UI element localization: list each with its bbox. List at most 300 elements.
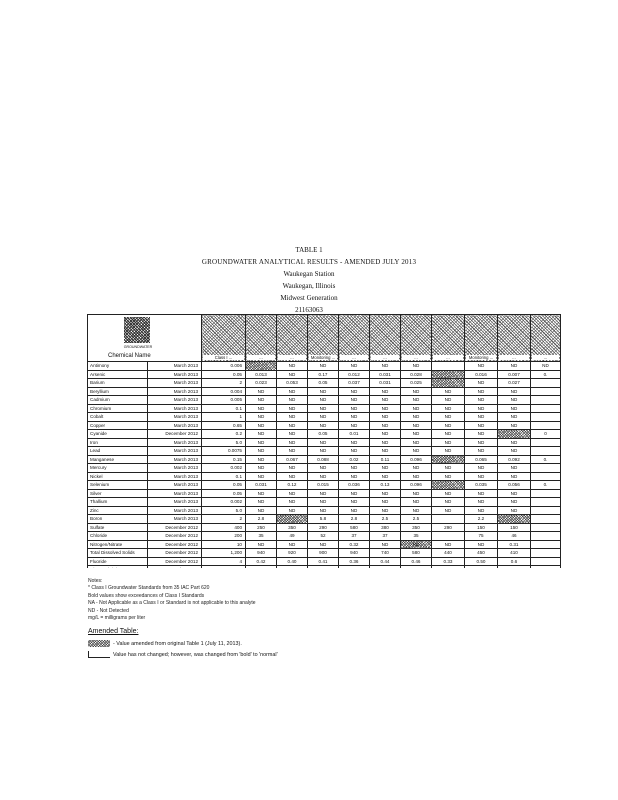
sample-date-cell: December 2012 xyxy=(148,532,202,541)
result-cell: 580 xyxy=(339,523,370,532)
sample-date-cell: December 2012 xyxy=(148,540,202,549)
result-cell: ND xyxy=(277,540,308,549)
result-cell: ND xyxy=(498,438,531,447)
chemical-name-cell: Sulfate xyxy=(88,523,148,532)
result-cell xyxy=(531,498,561,507)
result-cell: 0.037 xyxy=(339,379,370,388)
chemical-name-cell: Thallium xyxy=(88,498,148,507)
result-cell: 900 xyxy=(308,549,339,558)
result-cell: ND xyxy=(465,379,498,388)
result-cell: ND xyxy=(246,506,277,515)
sample-date-cell: March 2013 xyxy=(148,396,202,405)
result-cell: 0.096 xyxy=(401,455,432,464)
result-cell: 0.056 xyxy=(498,481,531,490)
result-cell: ND xyxy=(432,404,465,413)
result-cell: 920 xyxy=(277,549,308,558)
result-cell: ND xyxy=(401,498,432,507)
table-row xyxy=(88,506,561,515)
result-cell xyxy=(308,566,339,569)
result-cell xyxy=(531,549,561,558)
result-cell: ND xyxy=(277,438,308,447)
result-cell: 0.40 xyxy=(277,557,308,566)
result-cell: 2.5 xyxy=(401,515,432,524)
sample-date-cell: December 2012 xyxy=(148,549,202,558)
column-header-well: ... xyxy=(277,315,308,362)
standard-cell: 0.1 xyxy=(202,472,246,481)
sample-date-cell xyxy=(148,566,202,569)
result-cell xyxy=(531,532,561,541)
result-cell: 0.016 xyxy=(465,370,498,379)
column-header-well: ... xyxy=(432,315,465,362)
result-cell: 0.05 xyxy=(308,379,339,388)
result-cell: ND xyxy=(498,506,531,515)
sample-date-cell: December 2012 xyxy=(148,523,202,532)
standard-cell: 200 xyxy=(202,532,246,541)
result-cell: ND xyxy=(465,387,498,396)
standard-cell: 2 xyxy=(202,379,246,388)
result-cell xyxy=(370,566,401,569)
note-line: ND - Not Detected xyxy=(88,607,129,614)
notes-section xyxy=(88,578,528,622)
result-cell xyxy=(531,489,561,498)
result-cell: 2.5 xyxy=(370,515,401,524)
result-cell: 0.12 xyxy=(277,481,308,490)
result-cell: ND xyxy=(308,447,339,456)
table-body xyxy=(88,362,561,569)
result-cell: ND xyxy=(401,396,432,405)
result-cell: 0. xyxy=(531,481,561,490)
result-cell: ND xyxy=(370,421,401,430)
result-cell xyxy=(531,447,561,456)
result-cell: 380 xyxy=(370,523,401,532)
result-cell xyxy=(531,413,561,422)
result-cell: 410 xyxy=(498,549,531,558)
result-cell xyxy=(339,566,370,569)
result-cell: ND xyxy=(432,472,465,481)
result-cell: ND xyxy=(370,396,401,405)
result-cell: ND xyxy=(401,362,432,371)
result-cell: 940 xyxy=(339,549,370,558)
note-line: NA - Not Applicable as a Class I or Standard is not applicable to this analyte xyxy=(88,600,256,607)
result-cell: ND xyxy=(401,464,432,473)
result-cell xyxy=(531,557,561,566)
result-cell: ND xyxy=(401,430,432,439)
result-cell: ND xyxy=(432,413,465,422)
site-location: Waukegan, Illinois xyxy=(282,282,336,290)
result-cell: ND xyxy=(498,472,531,481)
result-cell: ND xyxy=(465,540,498,549)
legend-item-amended-text: - Value amended from original Table 1 (July 11, 2013). xyxy=(113,641,242,647)
result-cell: ND xyxy=(277,421,308,430)
result-cell: ND xyxy=(246,498,277,507)
chemical-name-header: Chemical Name xyxy=(108,352,151,359)
chemical-name-cell: Cadmium xyxy=(88,396,148,405)
results-table xyxy=(87,314,561,568)
sample-date-cell: March 2013 xyxy=(148,455,202,464)
result-cell: 75 xyxy=(465,532,498,541)
sample-date-cell: March 2013 xyxy=(148,362,202,371)
sample-date-cell: March 2013 xyxy=(148,489,202,498)
result-cell: 0.32 xyxy=(339,540,370,549)
result-cell xyxy=(531,404,561,413)
legend-item-amended xyxy=(88,640,242,649)
result-cell: ND xyxy=(277,370,308,379)
standard-cell: 0.002 xyxy=(202,464,246,473)
result-cell: 0.01 xyxy=(339,430,370,439)
chemical-name-cell: Chromium xyxy=(88,404,148,413)
result-cell: ND xyxy=(308,362,339,371)
result-cell: 0.013 xyxy=(246,370,277,379)
sample-date-cell: March 2013 xyxy=(148,481,202,490)
result-cell: ND xyxy=(308,498,339,507)
result-cell: ND xyxy=(277,396,308,405)
result-cell: ND xyxy=(246,540,277,549)
result-cell xyxy=(531,387,561,396)
result-cell: ND xyxy=(246,396,277,405)
sample-date-cell: March 2013 xyxy=(148,464,202,473)
result-cell: 5.8 xyxy=(308,515,339,524)
result-cell: 0.092 xyxy=(498,455,531,464)
result-cell: 0.42 xyxy=(246,557,277,566)
company-logo xyxy=(124,317,150,343)
result-cell xyxy=(432,566,465,569)
result-cell: 2.8 xyxy=(246,515,277,524)
chemical-name-cell: Copper xyxy=(88,421,148,430)
table-row xyxy=(88,447,561,456)
result-cell: ND xyxy=(498,464,531,473)
result-cell: ND xyxy=(277,362,308,371)
result-cell: ND xyxy=(498,362,531,371)
table-row xyxy=(88,498,561,507)
table-row xyxy=(88,557,561,566)
result-cell: ND xyxy=(465,404,498,413)
result-cell xyxy=(531,506,561,515)
title-block xyxy=(0,244,618,316)
result-cell: ND xyxy=(277,489,308,498)
table-row xyxy=(88,540,561,549)
result-cell: ND xyxy=(370,506,401,515)
result-cell: 37 xyxy=(370,532,401,541)
result-cell: 0.05 xyxy=(308,430,339,439)
chemical-name-cell: Fluoride xyxy=(88,557,148,566)
result-cell: ND xyxy=(465,447,498,456)
chemical-header-cell xyxy=(88,315,202,362)
result-cell: ND xyxy=(370,438,401,447)
result-cell: ND xyxy=(308,438,339,447)
result-cell: ND xyxy=(308,404,339,413)
result-cell: ND xyxy=(308,413,339,422)
standard-cell: 0.05 xyxy=(202,481,246,490)
sample-date-cell: December 2012 xyxy=(148,430,202,439)
result-cell: ND xyxy=(308,387,339,396)
result-cell xyxy=(531,566,561,569)
result-cell: ND xyxy=(246,464,277,473)
chemical-name-cell: Barium xyxy=(88,379,148,388)
result-cell: ND xyxy=(465,421,498,430)
result-cell: 580 xyxy=(401,549,432,558)
note-line: Bold values show exceedances of Class I Standards xyxy=(88,592,205,599)
result-cell: 0.036 xyxy=(339,481,370,490)
result-cell: 35 xyxy=(246,532,277,541)
result-cell: ND xyxy=(370,362,401,371)
result-cell: ND xyxy=(339,362,370,371)
table-row xyxy=(88,387,561,396)
result-cell: 290 xyxy=(432,523,465,532)
legend-item-unchanged-text: Value has not changed; however, was changed from 'bold' to 'normal' xyxy=(113,652,278,658)
result-cell: ND xyxy=(246,404,277,413)
result-cell: 940 xyxy=(246,549,277,558)
result-cell xyxy=(498,515,531,524)
logo-caption: GROUNDWATER xyxy=(123,345,153,349)
result-cell: 0. xyxy=(531,370,561,379)
table-row xyxy=(88,396,561,405)
result-cell xyxy=(277,515,308,524)
result-cell: ND xyxy=(498,404,531,413)
sample-date-cell: March 2013 xyxy=(148,498,202,507)
result-cell: 0.11 xyxy=(370,455,401,464)
result-cell: ND xyxy=(370,413,401,422)
result-cell: ND xyxy=(277,430,308,439)
result-cell: 52 xyxy=(308,532,339,541)
sample-date-cell: March 2013 xyxy=(148,472,202,481)
result-cell: 150 xyxy=(498,523,531,532)
chemical-name-cell: Chloride xyxy=(88,532,148,541)
result-cell: 290 xyxy=(308,523,339,532)
standard-cell: 400 xyxy=(202,523,246,532)
result-cell: 440 xyxy=(432,549,465,558)
result-cell: ND xyxy=(432,421,465,430)
column-header-well: ... xyxy=(246,315,277,362)
result-cell xyxy=(531,396,561,405)
result-cell: ND xyxy=(308,489,339,498)
chemical-name-cell: Selenium xyxy=(88,481,148,490)
table-row xyxy=(88,523,561,532)
result-cell: 350 xyxy=(277,523,308,532)
result-cell: ND xyxy=(401,489,432,498)
standard-cell: 2 xyxy=(202,515,246,524)
standard-cell: 0.65 xyxy=(202,421,246,430)
sample-date-cell: March 2013 xyxy=(148,447,202,456)
chemical-name-cell xyxy=(88,566,148,569)
result-cell: ND xyxy=(339,472,370,481)
sample-date-cell: March 2013 xyxy=(148,404,202,413)
table-row xyxy=(88,549,561,558)
result-cell: 0.028 xyxy=(401,370,432,379)
standard-cell: 0.05 xyxy=(202,370,246,379)
result-cell: ND xyxy=(370,404,401,413)
result-cell: ND xyxy=(339,396,370,405)
table-row xyxy=(88,472,561,481)
result-cell xyxy=(432,379,465,388)
result-cell: ND xyxy=(246,430,277,439)
standard-cell: 1,200 xyxy=(202,549,246,558)
result-cell: 0.035 xyxy=(465,481,498,490)
standard-cell: 4 xyxy=(202,557,246,566)
result-cell: ND xyxy=(370,430,401,439)
result-cell: ND xyxy=(465,438,498,447)
result-cell: 0.031 xyxy=(370,379,401,388)
chemical-name-cell: Total Dissolved Solids xyxy=(88,549,148,558)
result-cell xyxy=(277,566,308,569)
result-cell xyxy=(432,515,465,524)
result-cell: 0.44 xyxy=(370,557,401,566)
chemical-name-cell: Manganese xyxy=(88,455,148,464)
result-cell: ND xyxy=(432,464,465,473)
result-cell xyxy=(432,362,465,371)
sample-date-cell: March 2013 xyxy=(148,421,202,430)
result-cell: 2.2 xyxy=(465,515,498,524)
result-cell: ND xyxy=(401,387,432,396)
chemical-name-cell: Arsenic xyxy=(88,370,148,379)
result-cell: ND xyxy=(432,489,465,498)
standard-cell xyxy=(202,566,246,569)
result-cell: ND xyxy=(465,396,498,405)
result-cell: ND xyxy=(246,387,277,396)
chemical-name-cell: Iron xyxy=(88,438,148,447)
result-cell: ND xyxy=(498,387,531,396)
result-cell xyxy=(498,566,531,569)
result-cell: ND xyxy=(401,447,432,456)
result-cell: 0 xyxy=(531,430,561,439)
result-cell: 0.027 xyxy=(498,379,531,388)
result-cell: ND xyxy=(370,540,401,549)
table-row xyxy=(88,464,561,473)
table-row xyxy=(88,413,561,422)
result-cell: ND xyxy=(308,396,339,405)
result-cell: ND xyxy=(465,472,498,481)
result-cell: ND xyxy=(246,438,277,447)
result-cell: ND xyxy=(531,362,561,371)
result-cell: ND xyxy=(339,438,370,447)
result-cell: 450 xyxy=(465,549,498,558)
standard-cell: 0.0075 xyxy=(202,447,246,456)
result-cell: 0.007 xyxy=(498,370,531,379)
result-cell: ND xyxy=(498,489,531,498)
standard-cell: 0.004 xyxy=(202,387,246,396)
result-cell: 0.41 xyxy=(308,557,339,566)
result-cell: 0.067 xyxy=(277,455,308,464)
chemical-name-cell: Silver xyxy=(88,489,148,498)
result-cell: ND xyxy=(339,413,370,422)
result-cell: ND xyxy=(370,464,401,473)
result-cell: ND xyxy=(465,506,498,515)
chemical-name-cell: Antimony xyxy=(88,362,148,371)
result-cell: ND xyxy=(401,540,432,549)
result-cell: 0.50 xyxy=(465,557,498,566)
note-line: mg/L = milligrams per liter xyxy=(88,615,146,622)
result-cell: 740 xyxy=(370,549,401,558)
table-row xyxy=(88,481,561,490)
table-row xyxy=(88,379,561,388)
result-cell: ND xyxy=(339,404,370,413)
result-cell: 250 xyxy=(246,523,277,532)
result-cell: ND xyxy=(246,413,277,422)
result-cell xyxy=(531,421,561,430)
result-cell: ND xyxy=(498,396,531,405)
result-cell: 350 xyxy=(401,523,432,532)
column-header-standard: Class I ... xyxy=(202,315,246,362)
result-cell: ND xyxy=(277,498,308,507)
result-cell xyxy=(531,523,561,532)
result-cell: ND xyxy=(277,472,308,481)
standard-cell: 1 xyxy=(202,413,246,422)
result-cell: 0.02 xyxy=(339,455,370,464)
result-cell: ND xyxy=(308,472,339,481)
result-cell: ND xyxy=(401,421,432,430)
result-cell: ND xyxy=(498,498,531,507)
result-cell: 0.33 xyxy=(432,557,465,566)
result-cell: 0.025 xyxy=(401,379,432,388)
notes-heading: Notes: xyxy=(88,578,103,584)
result-cell: ND xyxy=(277,404,308,413)
standard-cell: 10 xyxy=(202,540,246,549)
result-cell: 0.17 xyxy=(308,370,339,379)
sample-date-cell: December 2012 xyxy=(148,557,202,566)
result-cell: ND xyxy=(465,464,498,473)
result-cell xyxy=(432,455,465,464)
result-cell: ND xyxy=(465,413,498,422)
result-cell: ND xyxy=(465,498,498,507)
result-cell: ND xyxy=(339,498,370,507)
table-title: GROUNDWATER ANALYTICAL RESULTS - AMENDED JULY 2013 xyxy=(201,258,417,266)
table-row xyxy=(88,370,561,379)
result-cell: 0.031 xyxy=(246,481,277,490)
result-cell xyxy=(531,472,561,481)
result-cell: 0.31 xyxy=(498,540,531,549)
sample-date-cell: March 2013 xyxy=(148,413,202,422)
result-cell: ND xyxy=(432,540,465,549)
result-cell: ND xyxy=(370,489,401,498)
standard-cell: 5.0 xyxy=(202,506,246,515)
chemical-name-cell: Boron xyxy=(88,515,148,524)
column-header-well: Monitoring ... xyxy=(308,315,339,362)
sample-date-cell: March 2013 xyxy=(148,438,202,447)
note-line: * Class I Groundwater Standards from 35 IAC Part 620 xyxy=(88,585,210,592)
table-header-row xyxy=(88,315,561,362)
result-cell: 49 xyxy=(277,532,308,541)
result-cell: ND xyxy=(498,447,531,456)
table-row xyxy=(88,455,561,464)
result-cell: ND xyxy=(246,472,277,481)
result-cell: ND xyxy=(339,506,370,515)
result-cell: 37 xyxy=(339,532,370,541)
result-cell: ND xyxy=(432,396,465,405)
project-number: 21163063 xyxy=(295,306,323,314)
column-header-well: ... xyxy=(401,315,432,362)
table-row xyxy=(88,404,561,413)
chemical-name-cell: Nitrogen/Nitrate xyxy=(88,540,148,549)
bracket-swatch-icon xyxy=(88,651,110,658)
result-cell: ND xyxy=(339,387,370,396)
sample-date-cell: March 2013 xyxy=(148,515,202,524)
result-cell: ND xyxy=(370,498,401,507)
column-header-well: ... xyxy=(531,315,561,362)
result-cell: ND xyxy=(401,506,432,515)
result-cell: ND xyxy=(308,421,339,430)
result-cell: ND xyxy=(432,387,465,396)
standard-cell: 0.15 xyxy=(202,455,246,464)
table-row xyxy=(88,362,561,371)
result-cell: 150 xyxy=(465,523,498,532)
result-cell: 0.065 xyxy=(465,455,498,464)
result-cell: 0.36 xyxy=(339,557,370,566)
chemical-name-cell: Cyanide xyxy=(88,430,148,439)
result-cell: ND xyxy=(465,489,498,498)
table-row xyxy=(88,532,561,541)
chemical-name-cell: Lead xyxy=(88,447,148,456)
result-cell xyxy=(498,430,531,439)
result-cell xyxy=(531,540,561,549)
